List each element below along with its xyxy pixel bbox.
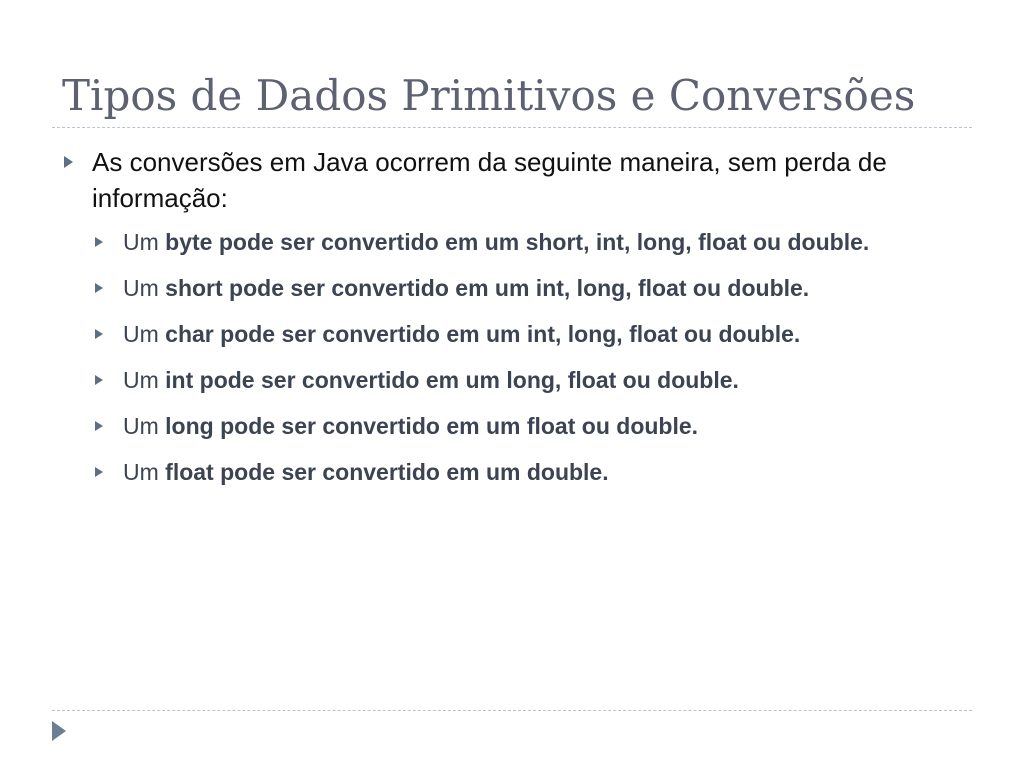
triangle-bullet-icon	[95, 421, 103, 431]
sub-bullet-lead: Um	[123, 413, 166, 439]
sub-bullet-lead: Um	[123, 229, 166, 255]
sub-bullet-text: char pode ser convertido em um int, long, float ou double.	[165, 321, 801, 347]
sub-bullet-item	[62, 269, 966, 308]
sub-bullet-list	[62, 223, 966, 492]
bullet-text: As conversões em Java ocorrem da seguinte maneira, sem perda de informação:	[92, 147, 887, 213]
sub-bullet-lead: Um	[123, 321, 166, 347]
sub-bullet-lead: Um	[123, 367, 166, 393]
sub-bullet-item	[62, 315, 966, 354]
footer-divider	[52, 710, 972, 711]
sub-bullet-text: float pode ser convertido em um double.	[165, 459, 609, 485]
title-divider	[52, 127, 972, 128]
bullet-item	[62, 144, 966, 216]
slide-content	[62, 144, 966, 499]
sub-bullet-lead: Um	[123, 459, 166, 485]
next-slide-arrow-icon[interactable]	[52, 721, 66, 741]
sub-bullet-text: long pode ser convertido em um float ou double.	[165, 413, 699, 439]
sub-bullet-item	[62, 361, 966, 400]
sub-bullet-item	[62, 223, 966, 262]
sub-bullet-item	[62, 453, 966, 492]
sub-bullet-lead: Um	[123, 275, 166, 301]
triangle-bullet-icon	[64, 156, 73, 168]
triangle-bullet-icon	[95, 283, 103, 293]
sub-bullet-item	[62, 407, 966, 446]
triangle-bullet-icon	[95, 329, 103, 339]
triangle-bullet-icon	[95, 375, 103, 385]
slide-title: Tipos de Dados Primitivos e Conversões	[62, 71, 916, 120]
sub-bullet-text: int pode ser convertido em um long, float ou double.	[165, 367, 739, 393]
triangle-bullet-icon	[95, 467, 103, 477]
triangle-bullet-icon	[95, 237, 103, 247]
sub-bullet-text: byte pode ser convertido em um short, int, long, float ou double.	[165, 229, 870, 255]
sub-bullet-text: short pode ser convertido em um int, long, float ou double.	[165, 275, 810, 301]
